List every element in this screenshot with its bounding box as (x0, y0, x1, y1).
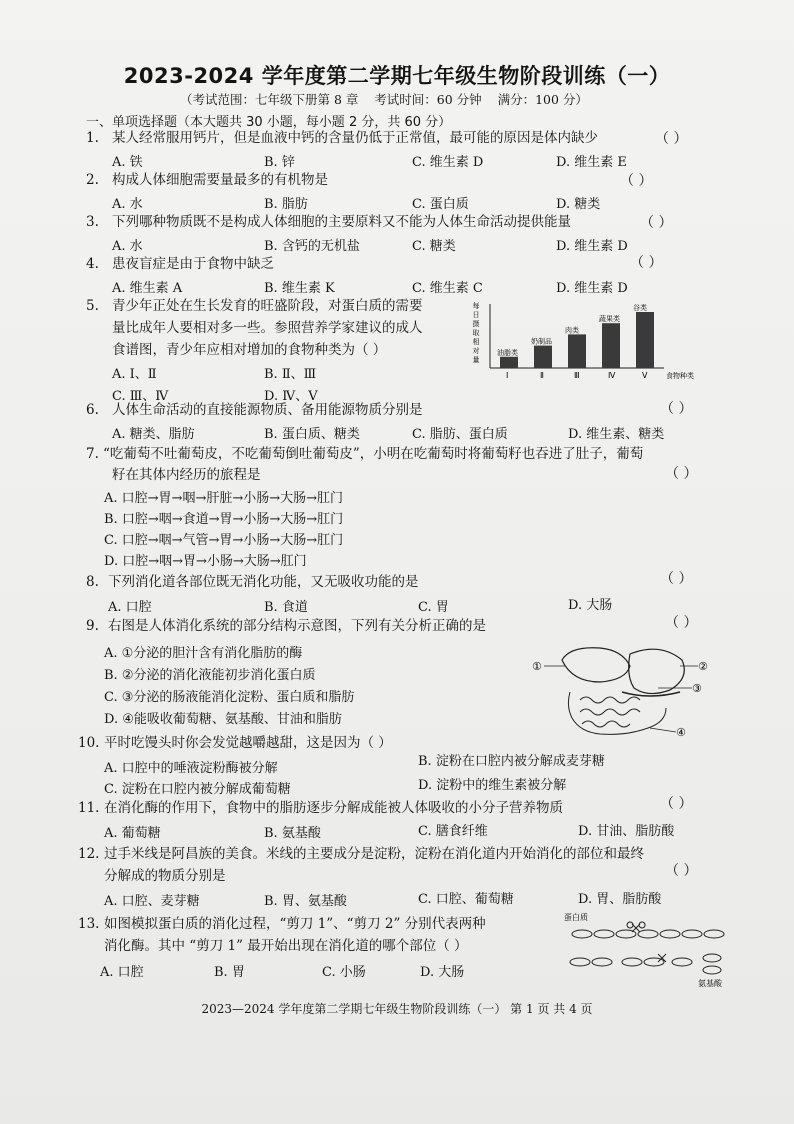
q9-option-a[interactable]: A. ①分泌的胆汁含有消化脂肪的酶 (104, 646, 303, 661)
q5-option-a[interactable]: A. Ⅰ、Ⅱ (112, 367, 157, 382)
q11-text: 在消化酶的作用下，食物中的脂肪逐步分解成能被人体吸收的小分子营养物质 (104, 800, 563, 816)
x-tick-5: Ⅴ (642, 371, 648, 380)
x-tick-2: Ⅱ (540, 371, 544, 380)
q5-option-b[interactable]: B. Ⅱ、Ⅲ (264, 367, 317, 382)
q2-number: 2. (86, 172, 99, 188)
q2-text: 构成人体细胞需要量最多的有机物是 (112, 172, 328, 188)
bar-1 (500, 357, 518, 368)
scissors-2-icon (658, 954, 666, 962)
ylabel-char: 摄 (472, 320, 480, 328)
q11-option-c[interactable]: C. 膳食纤维 (418, 824, 488, 839)
bar-5 (636, 312, 654, 368)
q9-option-d[interactable]: D. ④能吸收葡萄糖、氨基酸、甘油和脂肪 (104, 712, 342, 727)
q13-text-line2: 消化酶。其中 “剪刀 1” 最开始出现在消化道的哪个部位（ ） (104, 938, 468, 954)
x-tick-3: Ⅲ (574, 371, 580, 380)
q10-option-d[interactable]: D. 淀粉中的维生素被分解 (418, 778, 567, 793)
q9-option-b[interactable]: B. ②分泌的消化液能初步消化蛋白质 (104, 668, 316, 683)
q6-answer-blank[interactable]: （ ） (660, 401, 693, 417)
page-footer: 2023—2024 学年度第二学期七年级生物阶段训练（一） 第 1 页 共 4 页 (201, 1002, 593, 1016)
q6-number: 6. (86, 402, 99, 418)
q4-option-b[interactable]: B. 维生素 K (264, 281, 335, 296)
q4-option-a[interactable]: A. 维生素 A (112, 281, 183, 296)
q12-text-line1: 过手米线是阿昌族的美食。米线的主要成分是淀粉，淀粉在消化道内开始消化的部位和最终 (104, 846, 644, 862)
protein-label: 蛋白质 (564, 913, 588, 922)
q4-number: 4. (86, 256, 99, 272)
q2-option-a[interactable]: A. 水 (112, 197, 143, 212)
q8-answer-blank[interactable]: （ ） (660, 571, 693, 587)
q13-text-line1: 如图模拟蛋白质的消化过程，“剪刀 1”、“剪刀 2” 分别代表两种 (104, 916, 486, 932)
q3-text: 下列哪种物质既不是构成人体细胞的主要原料又不能为人体生命活动提供能量 (112, 214, 571, 230)
q3-option-d[interactable]: D. 维生素 D (556, 239, 628, 254)
q7-option-a[interactable]: A. 口腔→胃→咽→肝脏→小肠→大肠→肛门 (104, 491, 344, 506)
chart-ylabel (473, 301, 480, 364)
q3-option-c[interactable]: C. 糖类 (412, 239, 456, 254)
q10-number: 10. (78, 735, 100, 751)
q1-number: 1. (86, 130, 99, 146)
q6-option-b[interactable]: B. 蛋白质、糖类 (264, 427, 360, 442)
q3-answer-blank[interactable]: （ ） (640, 215, 673, 231)
q11-option-d[interactable]: D. 甘油、脂肪酸 (578, 824, 675, 839)
peptide-chain (570, 958, 692, 966)
fig9-label-3: ③ (692, 682, 702, 695)
q3-option-b[interactable]: B. 含钙的无机盐 (264, 239, 360, 254)
stomach-shape (629, 649, 685, 693)
ylabel-char: 取 (472, 329, 480, 337)
q11-number: 11. (78, 800, 100, 816)
q8-text: 下列消化道各部位既无消化功能，又无吸收功能的是 (108, 574, 419, 590)
q8-option-a[interactable]: A. 口腔 (108, 600, 152, 615)
q12-option-b[interactable]: B. 胃、氨基酸 (264, 894, 347, 909)
section-heading: 一、单项选择题（本大题共 30 小题，每小题 2 分，共 60 分） (86, 115, 452, 130)
bar-label-5: 谷类 (633, 304, 647, 312)
q10-option-b[interactable]: B. 淀粉在口腔内被分解成麦芽糖 (418, 754, 605, 769)
amino-acids (703, 954, 721, 974)
fig9-label-1: ① (532, 660, 542, 673)
q1-option-b[interactable]: B. 锌 (264, 155, 295, 170)
q1-option-d[interactable]: D. 维生素 E (556, 155, 627, 170)
q12-number: 12. (78, 846, 100, 862)
q9-option-c[interactable]: C. ③分泌的肠液能消化淀粉、蛋白质和脂肪 (104, 690, 355, 705)
q12-option-a[interactable]: A. 口腔、麦芽糖 (104, 894, 200, 909)
x-tick-4: Ⅳ (608, 371, 616, 380)
protein-chain (572, 930, 724, 938)
exam-info: （考试范围：七年级下册第 8 章 考试时间：60 分钟 满分：100 分） (180, 92, 588, 107)
q13-option-b[interactable]: B. 胃 (214, 965, 245, 980)
q8-option-d[interactable]: D. 大肠 (568, 598, 613, 613)
q2-option-b[interactable]: B. 脂肪 (264, 197, 308, 212)
q3-number: 3. (86, 214, 99, 230)
q13-option-a[interactable]: A. 口腔 (100, 965, 144, 980)
q12-option-d[interactable]: D. 胃、脂肪酸 (578, 892, 662, 907)
bar-3 (568, 334, 586, 368)
q5-option-d[interactable]: D. Ⅳ、Ⅴ (264, 389, 318, 404)
q1-option-a[interactable]: A. 铁 (112, 155, 143, 170)
q1-option-c[interactable]: C. 维生素 D (412, 155, 484, 170)
q5-text-line3: 食谱图，青少年应相对增加的食物种类为（ ） (112, 342, 387, 358)
q8-option-c[interactable]: C. 胃 (418, 600, 449, 615)
page-title: 2023-2024 学年度第二学期七年级生物阶段训练（一） (123, 64, 671, 88)
q7-option-c[interactable]: C. 口腔→咽→气管→胃→小肠→大肠→肛门 (104, 533, 344, 548)
q9-number: 9. (86, 618, 99, 634)
q10-text: 平时吃馒头时你会发觉越嚼越甜，这是因为（ ） (104, 735, 392, 751)
q7-text-line1: “吃葡萄不吐葡萄皮，不吃葡萄倒吐葡萄皮”，小明在吃葡萄时将葡萄籽也吞进了肚子，葡萄 (103, 446, 644, 462)
food-bar-chart (468, 298, 696, 384)
q4-text: 患夜盲症是由于食物中缺乏 (112, 256, 274, 272)
bar-label-3: 肉类 (565, 326, 579, 335)
q7-option-b[interactable]: B. 口腔→咽→食道→胃→小肠→大肠→肛门 (104, 512, 344, 527)
q9-answer-blank[interactable]: （ ） (665, 615, 698, 631)
q7-answer-blank[interactable]: （ ） (665, 466, 698, 482)
bar-2 (534, 346, 552, 368)
q13-option-c[interactable]: C. 小肠 (322, 965, 366, 980)
ylabel-char: 日 (472, 311, 480, 319)
q2-option-d[interactable]: D. 糖类 (556, 197, 601, 212)
q9-text: 右图是人体消化系统的部分结构示意图，下列有关分析正确的是 (108, 618, 486, 634)
q12-option-c[interactable]: C. 口腔、葡萄糖 (418, 892, 514, 907)
q5-text-line2: 量比成年人要相对多一些。参照营养学家建议的成人 (112, 320, 423, 336)
protein-digestion-figure (562, 908, 732, 990)
q6-option-a[interactable]: A. 糖类、脂肪 (112, 427, 195, 442)
x-tick-1: Ⅰ (506, 371, 509, 380)
q5-text-line1: 青少年正处在生长发育的旺盛阶段，对蛋白质的需要 (112, 298, 423, 314)
q4-option-c[interactable]: C. 维生素 C (412, 281, 483, 296)
q6-option-d[interactable]: D. 维生素、糖类 (568, 427, 665, 442)
q1-answer-blank[interactable]: （ ） (655, 131, 688, 147)
q4-option-d[interactable]: D. 维生素 D (556, 281, 628, 296)
bar-label-4: 蔬果类 (599, 315, 620, 324)
fig9-label-4: ④ (676, 726, 686, 739)
ylabel-char: 每 (472, 302, 480, 310)
amino-acid-label: 氨基酸 (698, 979, 722, 988)
bar-label-2: 奶制品 (531, 337, 552, 346)
q8-number: 8. (86, 574, 99, 590)
q1-text: 某人经常服用钙片，但是血液中钙的含量仍低于正常值，最可能的原因是体内缺少 (112, 130, 598, 146)
q6-option-c[interactable]: C. 脂肪、蛋白质 (412, 427, 508, 442)
q13-number: 13. (78, 916, 100, 932)
ylabel-char: 量 (472, 356, 480, 364)
liver-shape (562, 648, 630, 682)
q11-option-a[interactable]: A. 葡萄糖 (104, 826, 161, 841)
bar-label-1: 油脂类 (497, 348, 518, 357)
q7-text-line2: 籽在其体内经历的旅程是 (112, 467, 261, 483)
q10-option-a[interactable]: A. 口腔中的唾液淀粉酶被分解 (104, 761, 278, 776)
ylabel-char: 相 (472, 338, 480, 346)
q10-option-c[interactable]: C. 淀粉在口腔内被分解成葡萄糖 (104, 782, 291, 797)
chart-xlabel: 食物种类 (666, 372, 694, 380)
q8-option-b[interactable]: B. 食道 (264, 600, 308, 615)
bar-4 (602, 323, 620, 368)
q13-option-d[interactable]: D. 大肠 (420, 965, 465, 980)
q12-text-line2: 分解成的物质分别是 (104, 868, 226, 884)
q7-option-d[interactable]: D. 口腔→咽→胃→小肠→大肠→肛门 (104, 554, 307, 569)
q5-option-c[interactable]: C. Ⅲ、Ⅳ (112, 389, 169, 404)
digestive-system-figure (530, 636, 710, 748)
q4-answer-blank[interactable]: （ ） (630, 255, 663, 271)
q12-answer-blank[interactable]: （ ） (665, 863, 698, 879)
q3-option-a[interactable]: A. 水 (112, 239, 143, 254)
q7-number: 7. (86, 446, 99, 462)
q6-text: 人体生命活动的直接能源物质、备用能源物质分别是 (112, 402, 423, 418)
fig9-label-2: ② (698, 660, 708, 673)
q11-option-b[interactable]: B. 氨基酸 (264, 826, 321, 841)
q11-answer-blank[interactable]: （ ） (660, 796, 693, 812)
q2-answer-blank[interactable]: （ ） (620, 173, 653, 189)
q2-option-c[interactable]: C. 蛋白质 (412, 197, 469, 212)
q5-number: 5. (86, 298, 99, 314)
ylabel-char: 对 (472, 347, 480, 355)
